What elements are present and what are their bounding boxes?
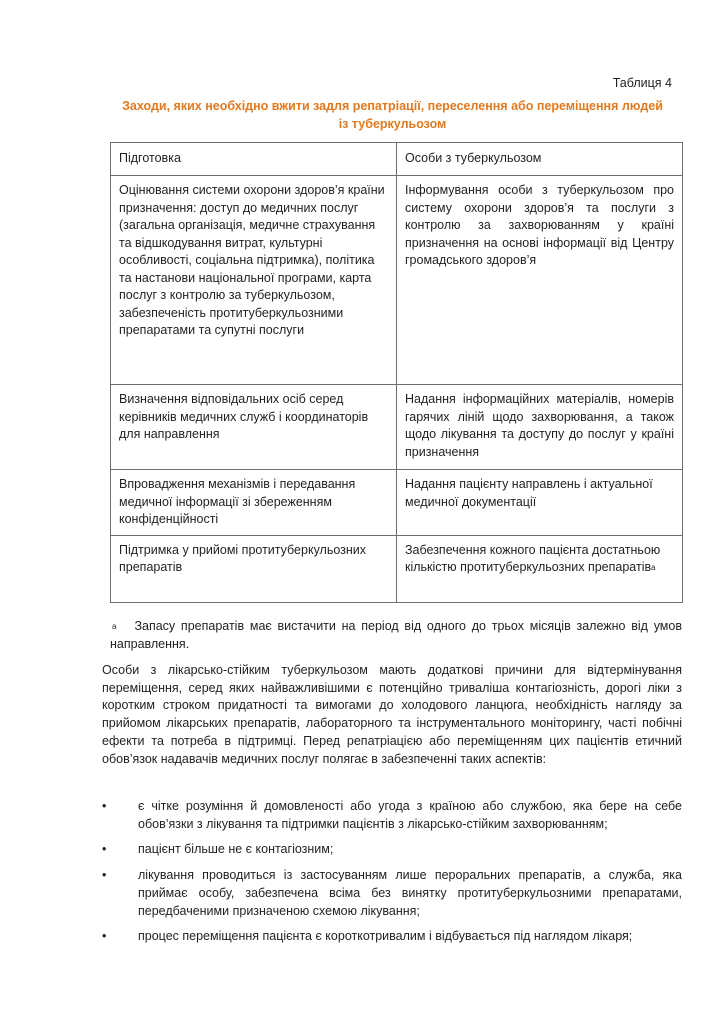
table-row [111, 385, 683, 470]
table-title [100, 97, 685, 133]
body-paragraph: Особи з лікарсько-стійким туберкульозом мають додаткові причини для відтермінування переміщення, серед яких найважливішими є потенційно триваліша контагіозність, дорогі ліки з коротким строком придатності та вимогами до холодового ланцюга, необхідність нагляду за прийомом лікарських препаратів, лабораторного та інструментального моніторингу, часті побічні ефекти та потреба в підтримці. Перед репатріацією або переміщенням цих пацієнтів етичний обов’язок надавачів медичних послуг полягає в забезпеченні таких аспектів: [102, 663, 682, 766]
list-item-text: є чітке розуміння й домовленості або угода з країною або службою, яка бере на себе обов’язки з лікування та підтримки пацієнтів з лікарсько-стійким захворюванням; [138, 799, 682, 831]
table-footnote [110, 618, 682, 653]
list-item-text: пацієнт більше не є контагіозним; [138, 842, 334, 857]
table-cell-left: Оцінювання системи охорони здоров’я країни призначення: доступ до медичних послуг (загальна організація, медичне страхування та відшкодування витрат, культурні особливості, соціальна підтримка), політика та настанови національної програми, карта послуг з контролю за туберкульозом, забезпеченість протитуберкульозними препаратами та супутні послуги [111, 176, 397, 385]
table-cell-left: Впровадження механізмів і передавання медичної інформації зі збереженням конфіденційності [111, 470, 397, 536]
measures-table [110, 142, 683, 603]
table-cell-right: Інформування особи з туберкульозом про систему охорони здоров’я та послуги з контролю за захворюванням у країні призначення на основі інформації від Центру громадського здоров’я [397, 176, 683, 385]
list-item-text: лікування проводиться із застосуванням лише пероральних препаратів, а служба, яка приймає особу, забезпечена всіма без винятку протитуберкульозними препаратами, передбаченими призначеною схемою лікування; [138, 868, 682, 918]
table-cell-right: Надання інформаційних матеріалів, номерів гарячих ліній щодо захворювання, а також щодо лікування та доступу до послуг у країні призначення [397, 385, 683, 470]
footnote-text: Запасу препаратів має вистачити на період від одного до трьох місяців залежно від умов направлення. [110, 619, 682, 651]
table-cell-left: Визначення відповідальних осіб серед керівників медичних служб і координаторів для направлення [111, 385, 397, 470]
table-cell-right-text: Забезпечення кожного пацієнта достатньою кількістю протитуберкульозних препаратів [405, 542, 661, 574]
bullet-icon: • [102, 868, 107, 883]
table-cell-right [397, 535, 683, 602]
table-row [111, 176, 683, 385]
list-item-text: процес переміщення пацієнта є короткотривалим і відбувається під наглядом лікаря; [138, 929, 633, 944]
table-title-line-1: Заходи, яких необхідно вжити задля репатріації, переселення або переміщення людей [122, 99, 663, 113]
bullet-list [102, 798, 682, 954]
table-cell-right: Надання пацієнту направлень і актуальної медичної документації [397, 470, 683, 536]
list-item [102, 841, 682, 859]
footnote-mark: а [112, 622, 117, 631]
table-row [111, 470, 683, 536]
table-number: Таблиця 4 [612, 76, 672, 90]
list-item [102, 928, 682, 946]
table-cell-left: Підтримка у прийомі протитуберкульозних препаратів [111, 535, 397, 602]
table-title-line-2: із туберкульозом [338, 117, 447, 131]
list-item [102, 798, 682, 833]
column-header-preparation: Підготовка [111, 143, 397, 176]
list-item [102, 867, 682, 920]
footnote-reference: а [651, 563, 656, 572]
bullet-icon: • [102, 842, 107, 857]
table-row [111, 535, 683, 602]
bullet-icon: • [102, 799, 107, 813]
table-header-row [111, 143, 683, 176]
column-header-persons: Особи з туберкульозом [397, 143, 683, 176]
bullet-icon: • [102, 929, 107, 944]
